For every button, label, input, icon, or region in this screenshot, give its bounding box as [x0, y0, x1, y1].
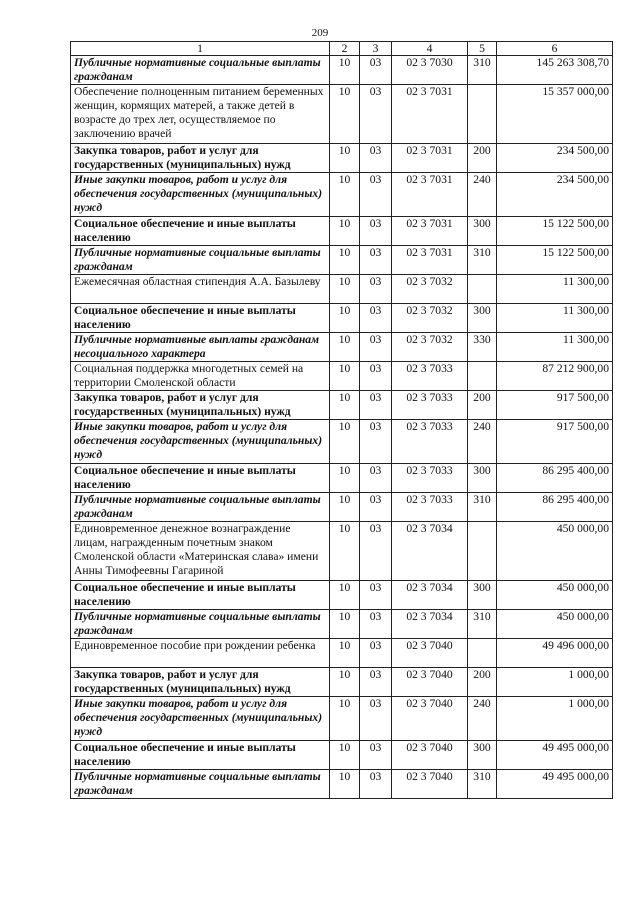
row-section-cell: 10 — [330, 639, 360, 668]
table-row — [71, 464, 613, 493]
row-section-cell: 10 — [330, 333, 360, 362]
row-expense-type-cell: 310 — [468, 246, 497, 275]
row-amount-cell: 15 357 000,00 — [497, 85, 613, 144]
row-target-code-cell: 02 3 7033 — [392, 362, 468, 391]
header-cell-4: 4 — [392, 42, 468, 56]
table-row — [71, 668, 613, 697]
row-amount-cell: 145 263 308,70 — [497, 56, 613, 85]
row-name-cell: Социальное обеспечение и иные выплаты населению — [71, 581, 330, 610]
row-name-cell: Публичные нормативные социальные выплаты гражданам — [71, 56, 330, 85]
row-target-code-cell: 02 3 7033 — [392, 391, 468, 420]
row-name-cell: Закупка товаров, работ и услуг для государственных (муниципальных) нужд — [71, 144, 330, 173]
row-amount-cell: 450 000,00 — [497, 522, 613, 581]
row-subsection-cell: 03 — [360, 697, 392, 741]
row-name-cell: Закупка товаров, работ и услуг для государственных (муниципальных) нужд — [71, 668, 330, 697]
row-expense-type-cell: 330 — [468, 333, 497, 362]
row-amount-cell: 49 495 000,00 — [497, 741, 613, 770]
row-subsection-cell: 03 — [360, 522, 392, 581]
row-section-cell: 10 — [330, 581, 360, 610]
row-subsection-cell: 03 — [360, 56, 392, 85]
row-expense-type-cell: 300 — [468, 304, 497, 333]
row-name-cell: Публичные нормативные социальные выплаты гражданам — [71, 770, 330, 799]
row-name-cell: Социальное обеспечение и иные выплаты населению — [71, 464, 330, 493]
row-section-cell: 10 — [330, 362, 360, 391]
row-subsection-cell: 03 — [360, 741, 392, 770]
table-row — [71, 391, 613, 420]
row-amount-cell: 11 300,00 — [497, 275, 613, 304]
row-target-code-cell: 02 3 7030 — [392, 56, 468, 85]
table-row — [71, 362, 613, 391]
row-expense-type-cell: 300 — [468, 581, 497, 610]
row-section-cell: 10 — [330, 85, 360, 144]
row-name-cell: Социальное обеспечение и иные выплаты населению — [71, 741, 330, 770]
row-expense-type-cell: 310 — [468, 493, 497, 522]
row-name-cell: Публичные нормативные социальные выплаты гражданам — [71, 246, 330, 275]
header-cell-2: 2 — [330, 42, 360, 56]
row-subsection-cell: 03 — [360, 173, 392, 217]
row-name-cell: Публичные нормативные выплаты гражданам несоциального характера — [71, 333, 330, 362]
row-amount-cell: 86 295 400,00 — [497, 464, 613, 493]
row-amount-cell: 49 496 000,00 — [497, 639, 613, 668]
budget-table — [70, 41, 613, 799]
row-target-code-cell: 02 3 7031 — [392, 173, 468, 217]
row-amount-cell: 15 122 500,00 — [497, 217, 613, 246]
table-row — [71, 333, 613, 362]
row-target-code-cell: 02 3 7033 — [392, 493, 468, 522]
row-name-cell: Обеспечение полноценным питанием беременных женщин, кормящих матерей, а также детей в возрасте до трех лет, осуществляемое по заключению врачей — [71, 85, 330, 144]
row-subsection-cell: 03 — [360, 610, 392, 639]
header-cell-1: 1 — [71, 42, 330, 56]
row-amount-cell: 11 300,00 — [497, 333, 613, 362]
row-section-cell: 10 — [330, 770, 360, 799]
row-amount-cell: 87 212 900,00 — [497, 362, 613, 391]
row-amount-cell: 15 122 500,00 — [497, 246, 613, 275]
table-row — [71, 275, 613, 304]
row-expense-type-cell: 300 — [468, 741, 497, 770]
table-row — [71, 217, 613, 246]
row-target-code-cell: 02 3 7033 — [392, 420, 468, 464]
row-subsection-cell: 03 — [360, 770, 392, 799]
row-subsection-cell: 03 — [360, 304, 392, 333]
row-section-cell: 10 — [330, 173, 360, 217]
row-section-cell: 10 — [330, 697, 360, 741]
row-section-cell: 10 — [330, 610, 360, 639]
row-subsection-cell: 03 — [360, 85, 392, 144]
row-target-code-cell: 02 3 7040 — [392, 741, 468, 770]
row-section-cell: 10 — [330, 420, 360, 464]
row-subsection-cell: 03 — [360, 275, 392, 304]
table-row — [71, 581, 613, 610]
row-expense-type-cell: 240 — [468, 697, 497, 741]
row-target-code-cell: 02 3 7031 — [392, 246, 468, 275]
row-section-cell: 10 — [330, 464, 360, 493]
row-amount-cell: 86 295 400,00 — [497, 493, 613, 522]
row-name-cell: Ежемесячная областная стипендия А.А. Базылеву — [71, 275, 330, 304]
row-target-code-cell: 02 3 7040 — [392, 639, 468, 668]
row-amount-cell: 917 500,00 — [497, 420, 613, 464]
row-section-cell: 10 — [330, 391, 360, 420]
row-name-cell: Единовременное денежное вознаграждение лицам, награжденным почетным знаком Смоленской области «Материнская слава» имени Анны Тимофеевны Гагариной — [71, 522, 330, 581]
row-name-cell: Иные закупки товаров, работ и услуг для обеспечения государственных (муниципальных) нужд — [71, 420, 330, 464]
row-subsection-cell: 03 — [360, 464, 392, 493]
row-expense-type-cell — [468, 522, 497, 581]
row-subsection-cell: 03 — [360, 217, 392, 246]
row-expense-type-cell: 300 — [468, 217, 497, 246]
row-expense-type-cell: 200 — [468, 391, 497, 420]
row-section-cell: 10 — [330, 304, 360, 333]
row-expense-type-cell: 200 — [468, 144, 497, 173]
row-amount-cell: 234 500,00 — [497, 144, 613, 173]
row-section-cell: 10 — [330, 522, 360, 581]
row-target-code-cell: 02 3 7032 — [392, 275, 468, 304]
row-section-cell: 10 — [330, 246, 360, 275]
header-cell-6: 6 — [497, 42, 613, 56]
row-expense-type-cell — [468, 639, 497, 668]
table-row — [71, 173, 613, 217]
row-name-cell: Единовременное пособие при рождении ребенка — [71, 639, 330, 668]
row-amount-cell: 11 300,00 — [497, 304, 613, 333]
row-expense-type-cell: 200 — [468, 668, 497, 697]
row-name-cell: Публичные нормативные социальные выплаты гражданам — [71, 493, 330, 522]
row-subsection-cell: 03 — [360, 144, 392, 173]
table-row — [71, 493, 613, 522]
row-name-cell: Иные закупки товаров, работ и услуг для обеспечения государственных (муниципальных) нужд — [71, 697, 330, 741]
table-row — [71, 304, 613, 333]
row-amount-cell: 1 000,00 — [497, 668, 613, 697]
row-section-cell: 10 — [330, 493, 360, 522]
row-expense-type-cell: 300 — [468, 464, 497, 493]
row-subsection-cell: 03 — [360, 420, 392, 464]
row-section-cell: 10 — [330, 668, 360, 697]
table-row — [71, 246, 613, 275]
row-subsection-cell: 03 — [360, 639, 392, 668]
row-name-cell: Публичные нормативные социальные выплаты гражданам — [71, 610, 330, 639]
row-subsection-cell: 03 — [360, 362, 392, 391]
table-row — [71, 420, 613, 464]
header-cell-5: 5 — [468, 42, 497, 56]
row-amount-cell: 49 495 000,00 — [497, 770, 613, 799]
row-target-code-cell: 02 3 7031 — [392, 85, 468, 144]
row-target-code-cell: 02 3 7034 — [392, 581, 468, 610]
header-cell-3: 3 — [360, 42, 392, 56]
row-expense-type-cell: 310 — [468, 770, 497, 799]
row-target-code-cell: 02 3 7034 — [392, 610, 468, 639]
row-subsection-cell: 03 — [360, 333, 392, 362]
table-row — [71, 697, 613, 741]
table-row — [71, 770, 613, 799]
row-subsection-cell: 03 — [360, 581, 392, 610]
table-row — [71, 144, 613, 173]
row-amount-cell: 450 000,00 — [497, 610, 613, 639]
table-row — [71, 610, 613, 639]
row-name-cell: Социальное обеспечение и иные выплаты населению — [71, 217, 330, 246]
row-amount-cell: 450 000,00 — [497, 581, 613, 610]
table-row — [71, 639, 613, 668]
row-expense-type-cell — [468, 275, 497, 304]
row-target-code-cell: 02 3 7034 — [392, 522, 468, 581]
header-row — [71, 42, 613, 56]
row-name-cell: Социальное обеспечение и иные выплаты населению — [71, 304, 330, 333]
table-row — [71, 741, 613, 770]
row-section-cell: 10 — [330, 56, 360, 85]
row-name-cell: Иные закупки товаров, работ и услуг для обеспечения государственных (муниципальных) нужд — [71, 173, 330, 217]
row-name-cell: Социальная поддержка многодетных семей на территории Смоленской области — [71, 362, 330, 391]
row-amount-cell: 917 500,00 — [497, 391, 613, 420]
row-expense-type-cell: 240 — [468, 420, 497, 464]
row-expense-type-cell: 310 — [468, 610, 497, 639]
row-section-cell: 10 — [330, 217, 360, 246]
row-section-cell: 10 — [330, 275, 360, 304]
table-row — [71, 522, 613, 581]
row-subsection-cell: 03 — [360, 246, 392, 275]
row-amount-cell: 1 000,00 — [497, 697, 613, 741]
row-expense-type-cell — [468, 362, 497, 391]
row-section-cell: 10 — [330, 144, 360, 173]
row-target-code-cell: 02 3 7032 — [392, 304, 468, 333]
row-amount-cell: 234 500,00 — [497, 173, 613, 217]
row-subsection-cell: 03 — [360, 668, 392, 697]
table-row — [71, 85, 613, 144]
row-target-code-cell: 02 3 7031 — [392, 217, 468, 246]
page-number: 209 — [311, 27, 329, 39]
row-subsection-cell: 03 — [360, 391, 392, 420]
row-section-cell: 10 — [330, 741, 360, 770]
table-row — [71, 56, 613, 85]
row-subsection-cell: 03 — [360, 493, 392, 522]
row-target-code-cell: 02 3 7031 — [392, 144, 468, 173]
row-expense-type-cell — [468, 85, 497, 144]
row-expense-type-cell: 310 — [468, 56, 497, 85]
row-expense-type-cell: 240 — [468, 173, 497, 217]
row-target-code-cell: 02 3 7033 — [392, 464, 468, 493]
row-target-code-cell: 02 3 7040 — [392, 770, 468, 799]
row-target-code-cell: 02 3 7032 — [392, 333, 468, 362]
row-target-code-cell: 02 3 7040 — [392, 697, 468, 741]
row-target-code-cell: 02 3 7040 — [392, 668, 468, 697]
row-name-cell: Закупка товаров, работ и услуг для государственных (муниципальных) нужд — [71, 391, 330, 420]
table-body — [71, 56, 613, 799]
